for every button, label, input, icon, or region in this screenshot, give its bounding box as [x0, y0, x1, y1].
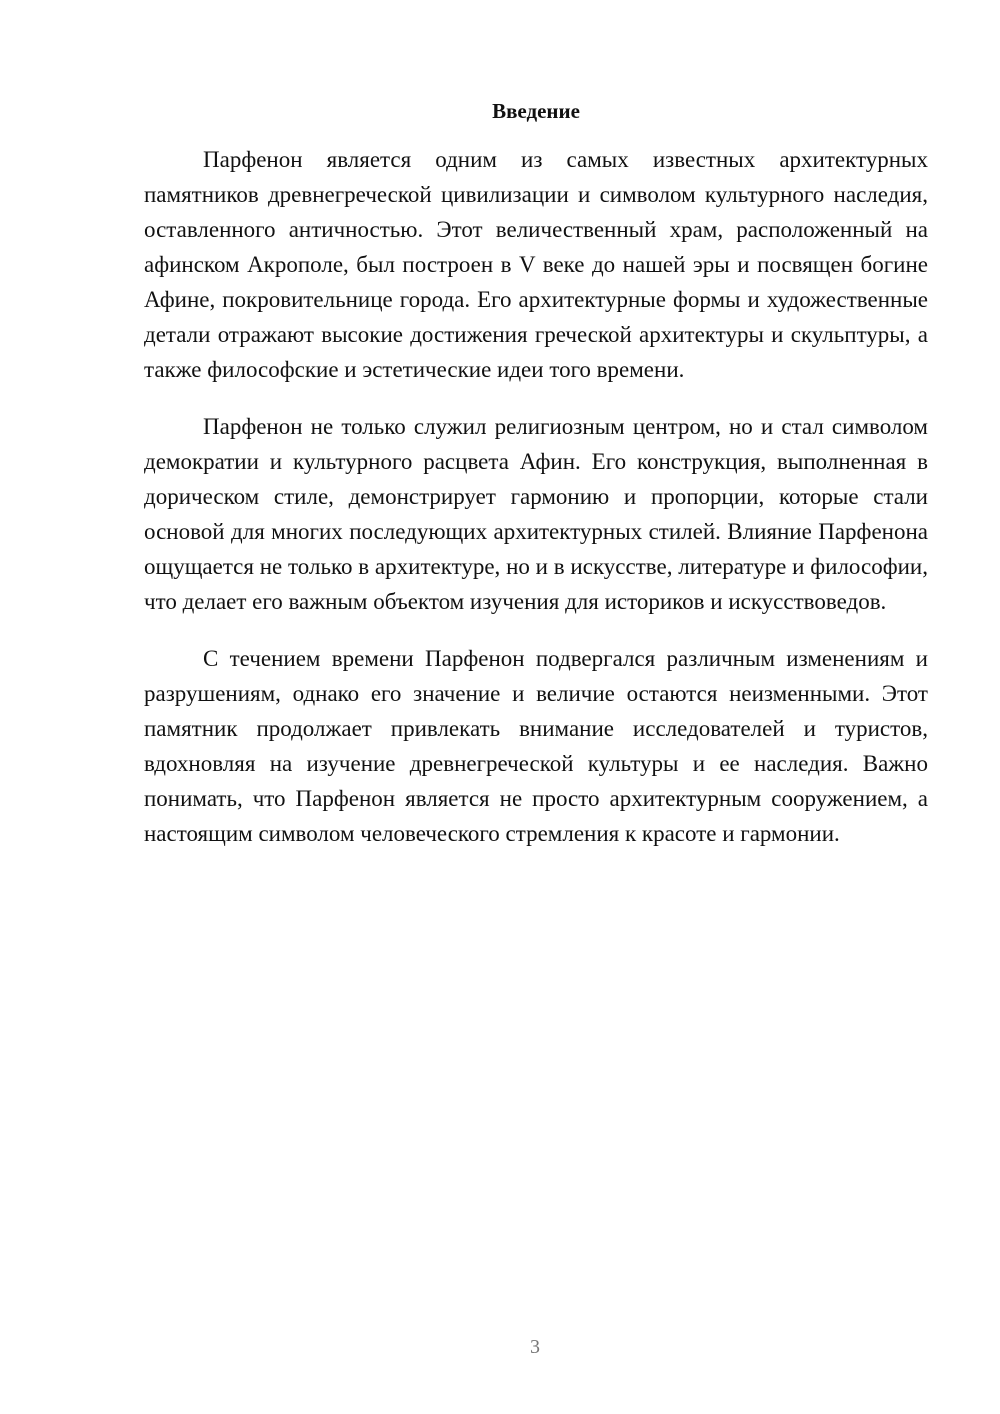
page-number: 3	[530, 1336, 540, 1358]
section-heading: Введение	[492, 99, 580, 123]
paragraph-1: Парфенон является одним из самых известных архитектурных памятников древнегреческой цивилизации и символом культурного наследия, оставленного античностью. Этот величественный храм, расположенный на афинском Акрополе, был построен в V веке до нашей эры и посвящен богине Афине, покровительнице города. Его архитектурные формы и художественные детали отражают высокие достижения греческой архитектуры и скульптуры, а также философские и эстетические идеи того времени.	[144, 147, 928, 382]
paragraph-3: С течением времени Парфенон подвергался различным изменениям и разрушениям, однако его значение и величие остаются неизменными. Этот памятник продолжает привлекать внимание исследователей и туристов, вдохновляя на изучение древнегреческой культуры и ее наследия. Важно понимать, что Парфенон является не просто архитектурным сооружением, а настоящим символом человеческого стремления к красоте и гармонии.	[144, 646, 928, 846]
page-content	[144, 96, 928, 873]
paragraph-2: Парфенон не только служил религиозным центром, но и стал символом демократии и культурного расцвета Афин. Его конструкция, выполненная в дорическом стиле, демонстрирует гармонию и пропорции, которые стали основой для многих последующих архитектурных стилей. Влияние Парфенона ощущается не только в архитектуре, но и в искусстве, литературе и философии, что делает его важным объектом изучения для историков и искусствоведов.	[144, 414, 928, 614]
